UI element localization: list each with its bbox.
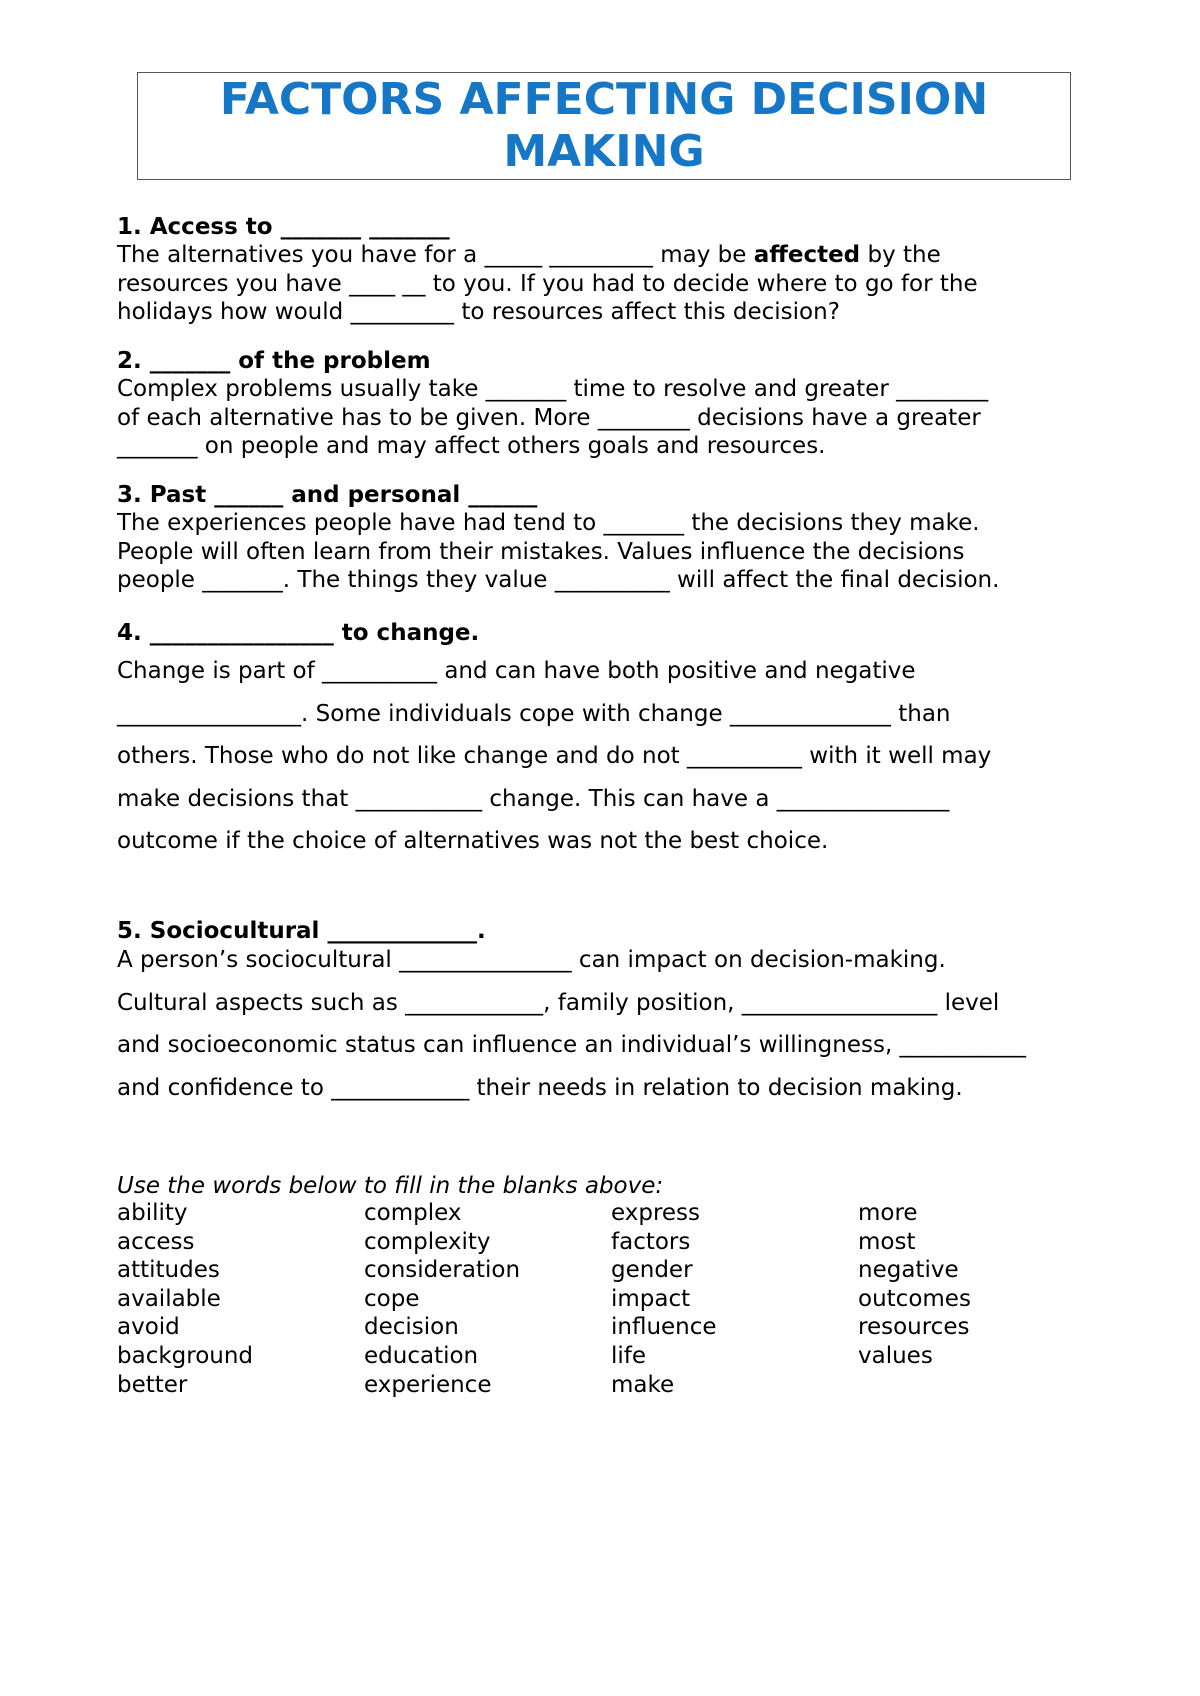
word-bank-word: consideration bbox=[364, 1257, 521, 1284]
section-5-line-2: Cultural aspects such as ____________, family position, _________________ level bbox=[117, 989, 1000, 1016]
word-bank-word: background bbox=[117, 1342, 254, 1369]
word-bank-word: available bbox=[117, 1285, 221, 1312]
word-bank-word: complexity bbox=[364, 1228, 491, 1255]
section-4-body bbox=[117, 650, 1107, 863]
section-1-body bbox=[117, 241, 1107, 327]
section-2-body bbox=[117, 375, 1107, 461]
word-bank-word: more bbox=[858, 1200, 918, 1226]
word-bank-word: avoid bbox=[117, 1314, 180, 1341]
section-1-heading: 1. Access to _______ _______ bbox=[117, 214, 450, 240]
word-bank-column-2 bbox=[364, 1199, 520, 1399]
section-5 bbox=[117, 917, 1107, 1109]
text-run: by the bbox=[860, 242, 941, 268]
page-title: FACTORS AFFECTING DECISION MAKING bbox=[219, 74, 989, 177]
word-bank-word: ability bbox=[117, 1200, 188, 1226]
word-bank-word: negative bbox=[858, 1257, 959, 1284]
word-bank-word: resources bbox=[858, 1314, 970, 1341]
section-5-line-1: A person’s sociocultural _______________ can impact on decision-making. bbox=[117, 947, 946, 973]
section-5-heading: 5. Sociocultural _____________. bbox=[117, 918, 486, 944]
section-3-heading: 3. Past ______ and personal ______ bbox=[117, 482, 538, 508]
text-run: The alternatives you have for a _____ _________ may be bbox=[117, 242, 754, 268]
word-bank-word: experience bbox=[364, 1371, 492, 1398]
word-bank-column-1 bbox=[117, 1199, 253, 1399]
section-1 bbox=[117, 213, 1107, 327]
word-bank-word: most bbox=[858, 1228, 916, 1255]
section-1-line-3: holidays how would _________ to resources affect this decision? bbox=[117, 299, 840, 325]
word-bank-word: influence bbox=[611, 1314, 717, 1341]
section-2-heading: 2. _______ of the problem bbox=[117, 348, 431, 374]
word-bank-word: gender bbox=[611, 1257, 693, 1284]
word-bank-word: complex bbox=[364, 1200, 462, 1226]
section-1-line-2: resources you have ____ __ to you. If you had to decide where to go for the bbox=[117, 270, 978, 297]
section-4-line-2: ________________. Some individuals cope with change ______________ than bbox=[117, 700, 951, 727]
section-3-body bbox=[117, 509, 1107, 595]
word-bank-word: attitudes bbox=[117, 1257, 220, 1284]
word-bank-word: impact bbox=[611, 1285, 691, 1312]
word-bank-word: factors bbox=[611, 1228, 691, 1255]
section-4-line-5: outcome if the choice of alternatives was not the best choice. bbox=[117, 828, 829, 854]
word-bank-word: cope bbox=[364, 1285, 420, 1312]
section-2 bbox=[117, 347, 1107, 461]
bold-text-run: affected bbox=[753, 242, 861, 268]
section-4-heading: 4. ________________ to change. bbox=[117, 620, 480, 646]
section-4-line-3: others. Those who do not like change and do not __________ with it well may bbox=[117, 743, 992, 769]
word-bank-word: life bbox=[611, 1342, 647, 1369]
section-1-line-1 bbox=[117, 241, 1107, 270]
section-4 bbox=[117, 619, 1107, 863]
section-4-line-1: Change is part of __________ and can have both positive and negative bbox=[117, 658, 916, 684]
section-2-line-2: of each alternative has to be given. More ________ decisions have a greater bbox=[117, 404, 981, 431]
word-bank-instruction: Use the words below to fill in the blanks above: bbox=[117, 1173, 664, 1199]
section-4-line-4: make decisions that ___________ change. This can have a _______________ bbox=[117, 785, 950, 812]
word-bank-word: outcomes bbox=[858, 1285, 971, 1312]
section-2-line-1: Complex problems usually take _______ time to resolve and greater ________ bbox=[117, 376, 989, 402]
section-3 bbox=[117, 481, 1107, 595]
word-bank-word: express bbox=[611, 1200, 701, 1226]
word-bank-column-3 bbox=[611, 1199, 717, 1399]
word-bank-word: access bbox=[117, 1228, 195, 1255]
section-5-line-3: and socioeconomic status can influence an individual’s willingness, ___________ bbox=[117, 1032, 1027, 1058]
word-bank-word: make bbox=[611, 1371, 675, 1398]
section-3-line-3: people _______. The things they value __________ will affect the final decision. bbox=[117, 567, 1000, 593]
section-2-line-3: _______ on people and may affect others goals and resources. bbox=[117, 433, 826, 459]
title-box bbox=[137, 72, 1071, 180]
word-bank-column-4 bbox=[858, 1199, 971, 1371]
section-3-line-2: People will often learn from their mistakes. Values influence the decisions bbox=[117, 538, 965, 565]
word-bank-word: decision bbox=[364, 1314, 459, 1341]
word-bank-word: education bbox=[364, 1342, 479, 1369]
section-5-body bbox=[117, 939, 1107, 1109]
section-3-line-1: The experiences people have had tend to _______ the decisions they make. bbox=[117, 510, 980, 536]
word-bank-word: better bbox=[117, 1371, 188, 1398]
word-bank-word: values bbox=[858, 1342, 933, 1369]
section-5-line-4: and confidence to ____________ their needs in relation to decision making. bbox=[117, 1074, 963, 1101]
